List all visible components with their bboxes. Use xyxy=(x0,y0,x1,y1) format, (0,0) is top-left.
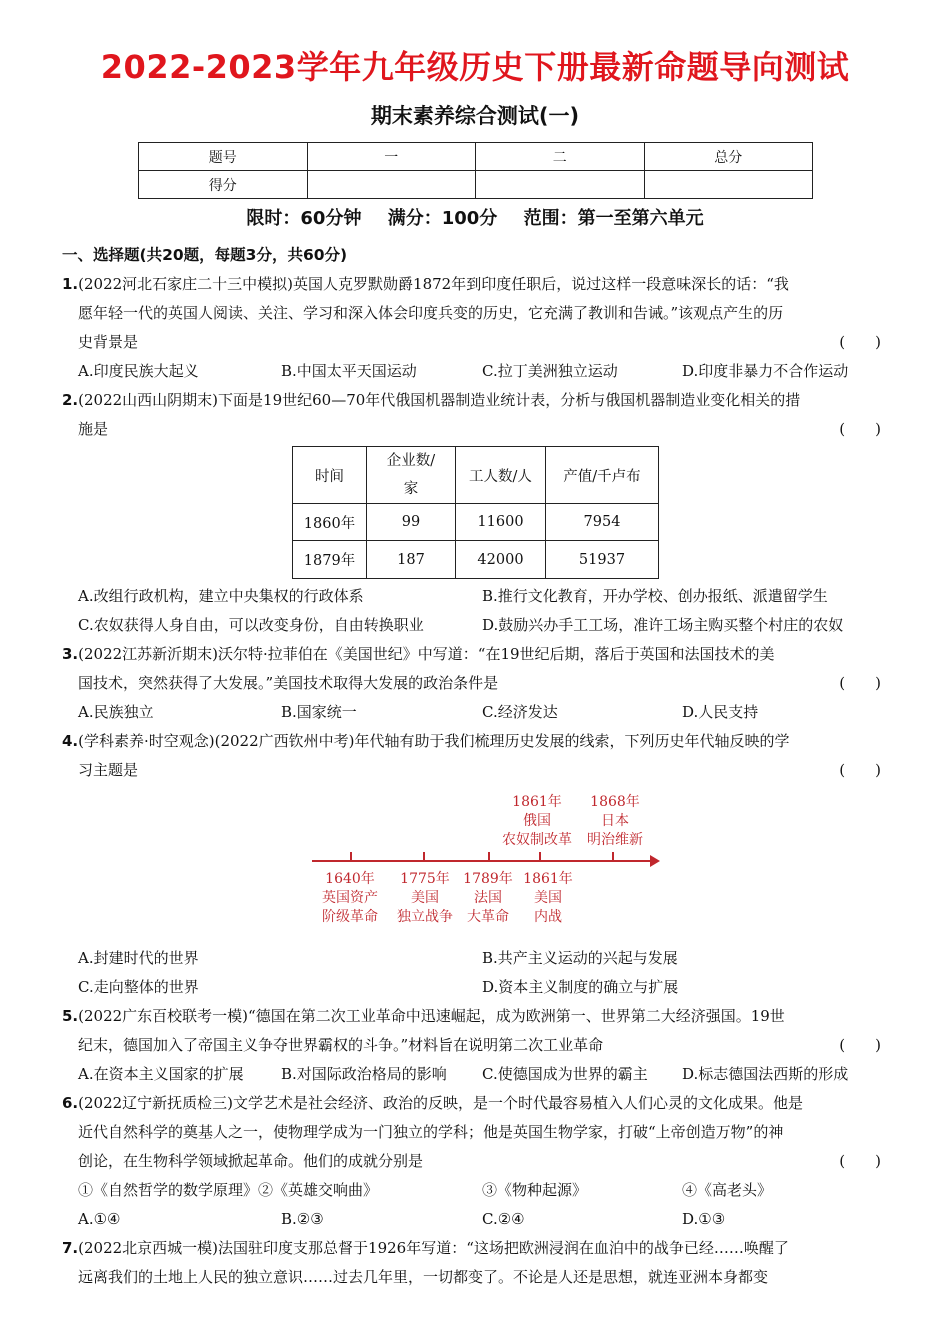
score-cell: 题号 xyxy=(139,143,308,171)
question-text: 史背景是 xyxy=(78,333,139,351)
question-text: 创论，在生物科学领域掀起革命。他们的成就分别是 xyxy=(78,1152,424,1170)
question-text: (学科素养·时空观念)(2022广西钦州中考)年代轴有助于我们梳理历史发展的线索，下列历史年代轴反映的学 xyxy=(78,732,790,750)
option-b[interactable]: B.国家统一 xyxy=(281,703,357,721)
timeline-year: 1640年 xyxy=(325,871,375,887)
question-text: 施是 xyxy=(78,420,109,438)
question-text: 近代自然科学的奠基人之一，使物理学成为一门独立的学科；他是英国生物学家，打破“上帝创造万物”的神 xyxy=(78,1123,784,1141)
table-header-row xyxy=(293,447,659,504)
question-text: 习主题是 xyxy=(78,761,139,779)
table-cell: 1860年 xyxy=(293,504,367,541)
option-a[interactable]: A.在资本主义国家的扩展 xyxy=(78,1065,244,1083)
option-d[interactable]: D.资本主义制度的确立与扩展 xyxy=(482,978,679,996)
timeline-event xyxy=(516,870,580,927)
table-header-text: 家 xyxy=(403,481,419,497)
question-4-options xyxy=(62,944,887,1002)
timeline-event-name: 农奴制改革 xyxy=(502,832,572,848)
question-number: 3. xyxy=(62,645,79,663)
sub-title: 期末素养综合测试(一) xyxy=(370,104,580,128)
timeline-arrow-icon xyxy=(650,855,660,867)
option-c[interactable]: C.农奴获得人身自由，可以改变身份，自由转换职业 xyxy=(78,616,424,634)
option-a[interactable]: A.改组行政机构，建立中央集权的行政体系 xyxy=(78,587,364,605)
table-row xyxy=(293,504,659,541)
table-header-cell: 工人数/人 xyxy=(456,447,546,504)
timeline-country: 俄国 xyxy=(523,813,551,829)
table-cell: 51937 xyxy=(546,541,659,579)
history-timeline xyxy=(290,790,690,940)
question-text: (2022广东百校联考一模)“德国在第二次工业革命中迅速崛起，成为欧洲第一、世界第二大经济强国。19世 xyxy=(78,1007,785,1025)
table-cell: 7954 xyxy=(546,504,659,541)
exam-limits xyxy=(0,204,950,230)
answer-blank[interactable]: ( ) xyxy=(839,420,881,438)
table-header-text: 企业数/ xyxy=(386,453,436,469)
factory-stats-table xyxy=(292,446,659,579)
question-4 xyxy=(62,727,887,785)
question-number: 2. xyxy=(62,391,79,409)
score-cell: 二 xyxy=(476,143,645,171)
score-cell: 一 xyxy=(307,143,476,171)
timeline-event-name: 大革命 xyxy=(467,909,509,925)
option-c[interactable]: C.拉丁美洲独立运动 xyxy=(482,362,618,380)
exam-range: 范围：第一至第六单元 xyxy=(523,208,704,229)
question-text: (2022江苏新沂期末)沃尔特·拉菲伯在《美国世纪》中写道：“在19世纪后期，落后于英国和法国技术的美 xyxy=(78,645,775,663)
timeline-year: 1775年 xyxy=(400,871,450,887)
question-text: (2022辽宁新抚质检三)文学艺术是社会经济、政治的反映，是一个时代最容易植入人们心灵的文化成果。他是 xyxy=(78,1094,804,1112)
timeline-event-name: 明治维新 xyxy=(587,832,643,848)
option-a[interactable]: A.民族独立 xyxy=(78,703,154,721)
timeline-axis xyxy=(312,860,652,862)
option-a[interactable]: A.①④ xyxy=(78,1210,121,1228)
question-2-options xyxy=(62,582,887,640)
question-2 xyxy=(62,386,887,444)
timeline-event xyxy=(580,793,650,850)
question-text: 愿年轻一代的英国人阅读、关注、学习和深入体会印度兵变的历史，它充满了教训和告诫。”该观点产生的历 xyxy=(78,304,784,322)
timeline-country: 日本 xyxy=(601,813,629,829)
option-b[interactable]: B.②③ xyxy=(281,1210,324,1228)
option-d[interactable]: D.标志德国法西斯的形成 xyxy=(682,1065,849,1083)
question-6 xyxy=(62,1089,887,1234)
timeline-country: 英国资产 xyxy=(322,890,378,906)
timeline-country: 美国 xyxy=(411,890,439,906)
question-text: (2022北京西城一模)法国驻印度支那总督于1926年写道：“这场把欧洲浸润在血泊中的战争已经……唤醒了 xyxy=(78,1239,789,1257)
timeline-event-name: 阶级革命 xyxy=(322,909,378,925)
timeline-tick xyxy=(488,852,490,861)
answer-blank[interactable]: ( ) xyxy=(839,1152,881,1170)
option-b[interactable]: B.共产主义运动的兴起与发展 xyxy=(482,949,678,967)
question-5 xyxy=(62,1002,887,1089)
option-b[interactable]: B.中国太平天国运动 xyxy=(281,362,417,380)
timeline-tick xyxy=(350,852,352,861)
question-text: (2022山西山阴期末)下面是19世纪60—70年代俄国机器制造业统计表，分析与俄国机器制造业变化相关的措 xyxy=(78,391,801,409)
option-d[interactable]: D.鼓励兴办手工工场，准许工场主购买整个村庄的农奴 xyxy=(482,616,844,634)
table-cell: 1879年 xyxy=(293,541,367,579)
question-text: 国技术，突然获得了大发展。”美国技术取得大发展的政治条件是 xyxy=(78,674,499,692)
option-b[interactable]: B.推行文化教育，开办学校、创办报纸、派遣留学生 xyxy=(482,587,828,605)
option-c[interactable]: C.使德国成为世界的霸主 xyxy=(482,1065,648,1083)
score-input-cell[interactable] xyxy=(644,171,813,199)
option-d[interactable]: D.人民支持 xyxy=(682,703,759,721)
option-a[interactable]: A.印度民族大起义 xyxy=(78,362,199,380)
table-row xyxy=(293,541,659,579)
option-a[interactable]: A.封建时代的世界 xyxy=(78,949,199,967)
source-item: ①《自然哲学的数学原理》②《英雄交响曲》 xyxy=(78,1181,379,1199)
timeline-event xyxy=(456,870,520,927)
option-d[interactable]: D.印度非暴力不合作运动 xyxy=(682,362,849,380)
timeline-event-name: 内战 xyxy=(534,909,562,925)
table-cell: 11600 xyxy=(456,504,546,541)
answer-blank[interactable]: ( ) xyxy=(839,674,881,692)
table-header-cell: 产值/千卢布 xyxy=(546,447,659,504)
score-cell: 总分 xyxy=(644,143,813,171)
table-cell: 187 xyxy=(367,541,456,579)
option-c[interactable]: C.②④ xyxy=(482,1210,525,1228)
timeline-country: 法国 xyxy=(474,890,502,906)
source-item: ④《高老头》 xyxy=(682,1181,773,1199)
full-score: 满分：100分 xyxy=(387,208,498,229)
timeline-year: 1861年 xyxy=(523,871,573,887)
timeline-tick xyxy=(612,852,614,861)
option-c[interactable]: C.走向整体的世界 xyxy=(78,978,199,996)
option-d[interactable]: D.①③ xyxy=(682,1210,726,1228)
timeline-tick xyxy=(539,852,541,861)
question-3 xyxy=(62,640,887,727)
score-header-row xyxy=(139,143,813,171)
timeline-year: 1868年 xyxy=(590,794,640,810)
table-header-cell xyxy=(367,447,456,504)
question-number: 1. xyxy=(62,275,79,293)
question-text: 纪末，德国加入了帝国主义争夺世界霸权的斗争。”材料旨在说明第二次工业革命 xyxy=(78,1036,604,1054)
timeline-event xyxy=(390,870,460,927)
table-header-cell: 时间 xyxy=(293,447,367,504)
answer-blank[interactable]: ( ) xyxy=(839,761,881,779)
score-input-cell[interactable] xyxy=(476,171,645,199)
question-text: (2022河北石家庄二十三中模拟)英国人克罗默勋爵1872年到印度任职后，说过这样一段意味深长的话：“我 xyxy=(78,275,789,293)
timeline-year: 1789年 xyxy=(463,871,513,887)
question-7 xyxy=(62,1234,887,1292)
score-cell: 得分 xyxy=(139,171,308,199)
option-b[interactable]: B.对国际政治格局的影响 xyxy=(281,1065,447,1083)
table-cell: 99 xyxy=(367,504,456,541)
answer-blank[interactable]: ( ) xyxy=(839,333,881,351)
question-number: 5. xyxy=(62,1007,79,1025)
score-table xyxy=(138,142,813,199)
question-text: 远离我们的土地上人民的独立意识……过去几年里，一切都变了。不论是人还是思想，就连亚洲本身都变 xyxy=(78,1268,769,1286)
score-input-cell[interactable] xyxy=(307,171,476,199)
question-number: 7. xyxy=(62,1239,79,1257)
source-item: ③《物种起源》 xyxy=(482,1181,588,1199)
timeline-event-name: 独立战争 xyxy=(397,909,453,925)
answer-blank[interactable]: ( ) xyxy=(839,1036,881,1054)
timeline-tick xyxy=(423,852,425,861)
timeline-event xyxy=(310,870,390,927)
section-title: 一、选择题(共20题，每题3分，共60分) xyxy=(62,246,348,264)
question-1 xyxy=(62,270,887,386)
question-number: 6. xyxy=(62,1094,79,1112)
main-title: 2022-2023学年九年级历史下册最新命题导向测试 xyxy=(100,48,850,86)
timeline-event xyxy=(502,793,572,850)
table-cell: 42000 xyxy=(456,541,546,579)
score-value-row xyxy=(139,171,813,199)
question-number: 4. xyxy=(62,732,79,750)
time-limit: 限时：60分钟 xyxy=(246,208,362,229)
timeline-year: 1861年 xyxy=(512,794,562,810)
option-c[interactable]: C.经济发达 xyxy=(482,703,558,721)
timeline-country: 美国 xyxy=(534,890,562,906)
